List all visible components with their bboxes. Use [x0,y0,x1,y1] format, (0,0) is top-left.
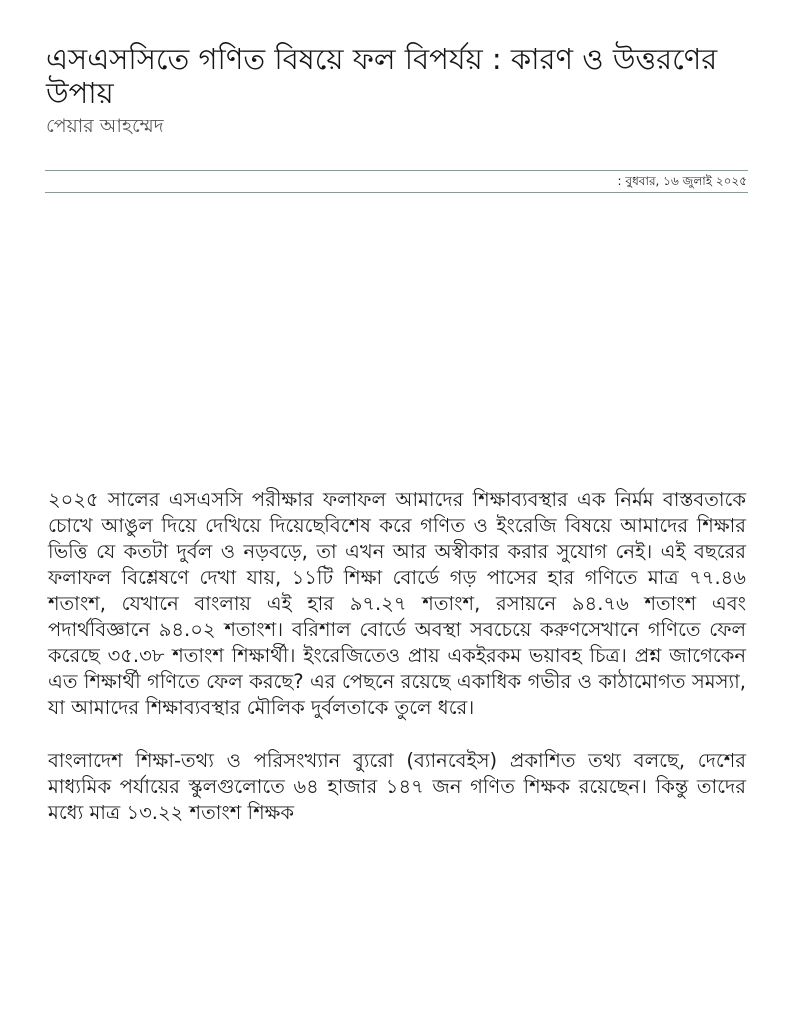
date-rule-top [45,170,748,171]
article-title: এসএসসিতে গণিত বিষয়ে ফল বিপর্যয় : কারণ ও উত্তরণের উপায় [46,42,718,110]
date-rule-bottom [45,192,748,193]
article-paragraph: ২০২৫ সালের এসএসসি পরীক্ষার ফলাফল আমাদের শিক্ষাব্যবস্থার এক নির্মম বাস্তবতাকে চোখে আঙুল দিয়ে দেখিয়ে দিয়েছেবিশেষ করে গণিত ও ইংরেজি বিষয়ে আমাদের শিক্ষার ভিত্তি যে কতটা দুর্বল ও নড়বড়ে, তা এখন আর অস্বীকার করার সুযোগ নেই। এই বছরের ফলাফল বিশ্লেষণে দেখা যায়, ১১টি শিক্ষা বোর্ডে গড় পাসের হার গণিতে মাত্র ৭৭.৪৬ শতাংশ, যেখানে বাংলায় এই হার ৯৭.২৭ শতাংশ, রসায়নে ৯৪.৭৬ শতাংশ এবং পদার্থবিজ্ঞানে ৯৪.০২ শতাংশ। বরিশাল বোর্ডে অবস্থা সবচেয়ে করুণসেখানে গণিতে ফেল করেছে ৩৫.৩৮ শতাংশ শিক্ষার্থী। ইংরেজিতেও প্রায় একইরকম ভয়াবহ চিত্র। প্রশ্ন জাগেকেন এত শিক্ষার্থী গণিতে ফেল করছে? এর পেছনে রয়েছে একাধিক গভীর ও কাঠামোগত সমস্যা, যা আমাদের শিক্ষাব্যবস্থার মৌলিক দুর্বলতাকে তুলে ধরে। [48,488,746,719]
article-body [48,487,746,853]
article-paragraph: বাংলাদেশ শিক্ষা-তথ্য ও পরিসংখ্যান ব্যুরো (ব্যানবেইস) প্রকাশিত তথ্য বলছে, দেশের মাধ্যমিক পর্যায়ের স্কুলগুলোতে ৬৪ হাজার ১৪৭ জন গণিত শিক্ষক রয়েছেন। কিন্তু তাদের মধ্যে মাত্র ১৩.২২ শতাংশ শিক্ষক [48,749,746,824]
author-name: পেয়ার আহম্মেদ [46,115,164,137]
blank-media-area [45,200,748,470]
publish-date: : বুধবার, ১৬ জুলাই ২০২৫ [617,174,747,188]
